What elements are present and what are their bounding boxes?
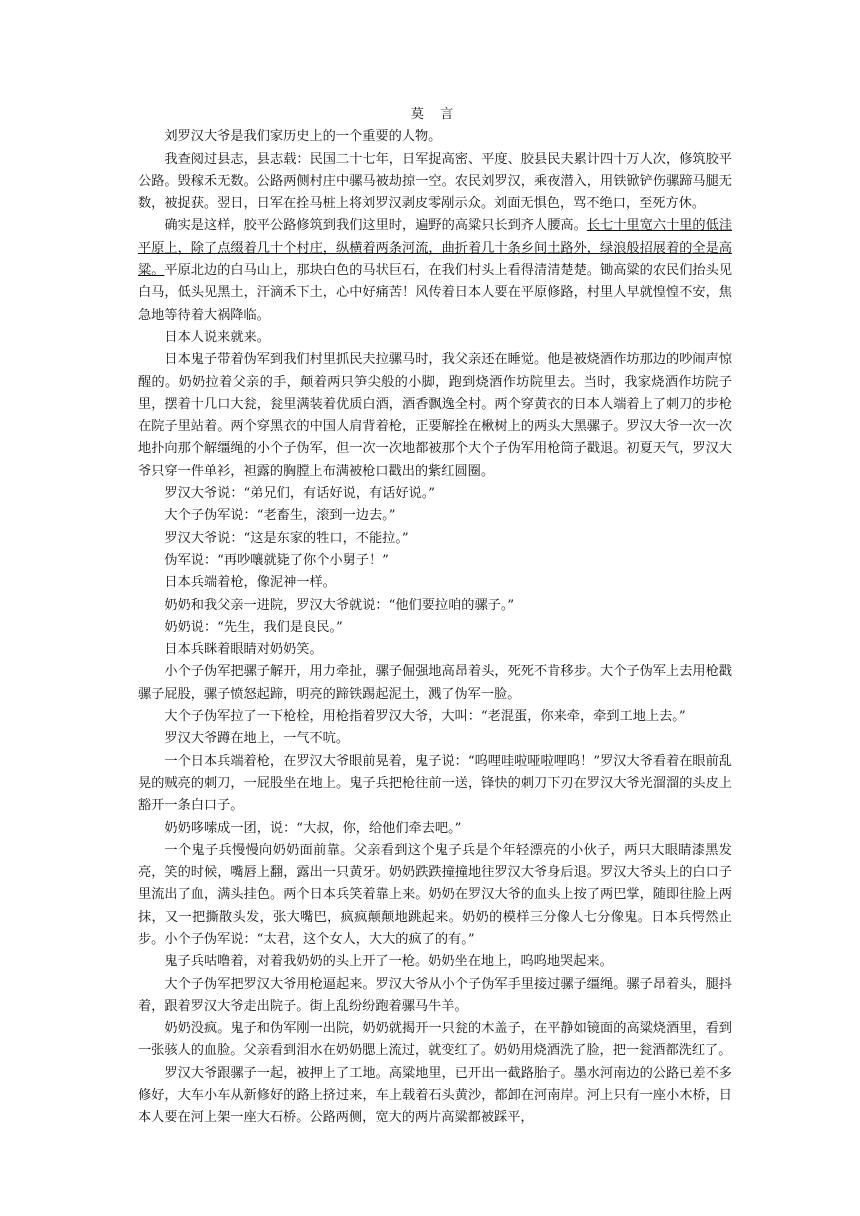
paragraph: 奶奶没疯。鬼子和伪军刚一出院，奶奶就揭开一只瓮的木盖子，在平静如镜面的高粱烧酒里，看到一张骇人的血脸。父亲看到泪水在奶奶腮上流过，就变红了。奶奶用烧酒洗了脸，把一瓮酒都洗红了。 <box>138 1021 732 1059</box>
paragraph: 大个子伪军拉了一下枪栓，用枪指着罗汉大爷，大叫：“老混蛋，你来牵，牵到工地上去。” <box>164 709 686 725</box>
paragraph: 一个鬼子兵慢慢向奶奶面前靠。父亲看到这个鬼子兵是个年轻漂亮的小伙子，两只大眼睛漆黑发亮，笑的时候，嘴唇上翻，露出一只黄牙。奶奶跌跌撞撞地往罗汉大爷身后退。罗汉大爷头上的白口子里流出了血，满头挂色。两个日本兵笑着靠上来。奶奶在罗汉大爷的血头上按了两巴掌，随即往脸上两抹，又一把撕散头发，张大嘴巴，疯疯颠颠地跳起来。奶奶的模样三分像人七分像鬼。日本兵愕然止步。小个子伪军说：“太君，这个女人，大大的疯了的有。” <box>138 842 732 947</box>
paragraph: 奶奶哆嗦成一团，说：“大叔，你，给他们牵去吧。” <box>164 820 462 836</box>
paragraph: 大个子伪军把罗汉大爷用枪逼起来。罗汉大爷从小个子伪军手里接过骡子缰绳。骡子昂着头，腿抖着，跟着罗汉大爷走出院子。街上乱纷纷跑着骡马牛羊。 <box>138 976 732 1014</box>
paragraph: 奶奶说：“先生，我们是良民。” <box>164 619 343 635</box>
paragraph: 大个子伪军说：“老畜生，滚到一边去。” <box>164 508 396 524</box>
paragraph: 罗汉大爷说：“弟兄们，有话好说，有话好说。” <box>164 486 436 502</box>
paragraph-text: 平原北边的白马山上，那块白色的马状巨石，在我们村头上看得清清楚楚。锄高粱的农民们抬头见白马，低头见黑土，汗滴禾下土，心中好痛苦！风传着日本人要在平原修路，村里人早就惶惶不安，焦急地等待着大祸降临。 <box>138 263 733 323</box>
paragraph: 日本鬼子带着伪军到我们村里抓民夫拉骡马时，我父亲还在睡觉。他是被烧酒作坊那边的吵闹声惊醒的。奶奶拉着父亲的手，颠着两只笋尖般的小脚，跑到烧酒作坊院里去。当时，我家烧酒作坊院子里，摆着十几口大瓮，瓮里满装着优质白酒，酒香飘逸全村。两个穿黄衣的日本人端着上了刺刀的步枪在院子里站着。两个穿黑衣的中国人肩背着枪，正要解拴在楸树上的两头大黑骡子。罗汉大爷一次一次地扑向那个解缰绳的小个子伪军，但一次一次地都被那个大个子伪军用枪筒子戳退。初夏天气，罗汉大爷只穿一件单衫，袒露的胸膛上布满被枪口戳出的紫红圆圈。 <box>138 352 732 479</box>
paragraph: 罗汉大爷说：“这是东家的牲口，不能拉。” <box>164 530 409 546</box>
author-title: 莫 言 <box>410 107 460 122</box>
paragraph: 日本兵端着枪，像泥神一样。 <box>164 575 336 591</box>
paragraph: 罗汉大爷蹲在地上，一气不吭。 <box>164 731 350 747</box>
paragraph: 一个日本兵端着枪，在罗汉大爷眼前晃着，鬼子说：“呜哩哇啦哑啦哩呜！”罗汉大爷看着在眼前乱晃的贼亮的刺刀，一屁股坐在地上。鬼子兵把枪往前一送，锋快的刺刀下刃在罗汉大爷光溜溜的头皮上豁开一条白口子。 <box>138 753 732 814</box>
paragraph: 奶奶和我父亲一进院，罗汉大爷就说：“他们要拉咱的骡子。” <box>164 597 515 613</box>
paragraph: 小个子伪军把骡子解开，用力牵扯，骡子倔强地高昂着头，死死不肯移步。大个子伪军上去用枪戳骡子屁股，骡子愤怒起蹄，明亮的蹄铁踢起泥土，溅了伪军一脸。 <box>138 664 732 702</box>
paragraph: 罗汉大爷跟骡子一起，被押上了工地。高粱地里，已开出一截路胎子。墨水河南边的公路已差不多修好，大车小车从新修好的路上挤过来，车上载着石头黄沙，都卸在河南岸。河上只有一座小木桥，日本人要在河上架一座大石桥。公路两侧，宽大的两片高粱都被踩平， <box>138 1065 732 1126</box>
underlined-sentence: 长七十里宽六十里的低洼平原上，除了点缀着几十个村庄，纵横着两条河流，曲折着几十条乡间土路外，绿浪般招展着的全是高粱。 <box>138 218 733 279</box>
paragraph-text: 确实是这样，胶平公路修筑到我们这里时，遍野的高粱只长到齐人腰高。 <box>164 218 587 234</box>
paragraph: 日本兵眯着眼睛对奶奶笑。 <box>164 642 323 658</box>
paragraph: 日本人说来就来。 <box>164 329 270 345</box>
paragraph: 我查阅过县志，县志载：民国二十七年，日军捉高密、平度、胶县民夫累计四十万人次，修筑胶平公路。毁稼禾无数。公路两侧村庄中骡马被劫掠一空。农民刘罗汉，乘夜潜入，用铁锨铲伤骡蹄马腿无数，被捉获。翌日，日军在拴马桩上将刘罗汉剥皮零剐示众。刘面无惧色，骂不绝口，至死方休。 <box>138 151 732 212</box>
paragraph: 刘罗汉大爷是我们家历史上的一个重要的人物。 <box>164 129 442 145</box>
document-page <box>138 104 732 1130</box>
paragraph: 伪军说：“再吵嚷就毙了你个小舅子！” <box>164 552 389 568</box>
paragraph: 鬼子兵咕噜着，对着我奶奶的头上开了一枪。奶奶坐在地上，呜呜地哭起来。 <box>164 954 613 970</box>
paragraph-underlined <box>138 215 732 326</box>
